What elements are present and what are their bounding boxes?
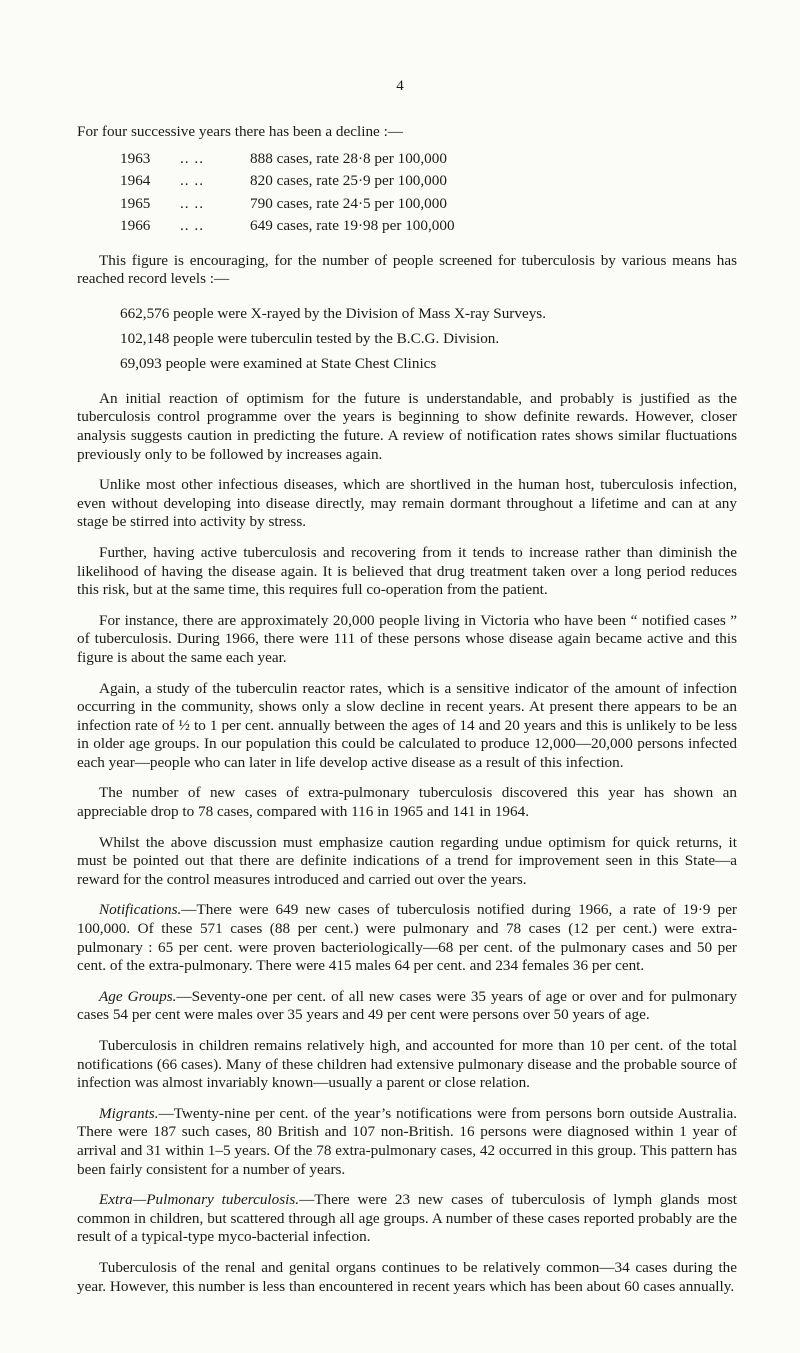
year-row bbox=[120, 170, 737, 193]
notifications-text: —There were 649 new cases of tuberculosis notified during 1966, a rate of 19·9 per 100,000. Of these 571 cases (88 per cent.) were pulmonary and 78 cases (12 per cent.) were extra-pulmonary : 65 per cent. were proven bacteriologically—68 per cent. of the pulmonary cases and 50 per cent. of the extra-pulmonary. There were 415 males 64 per cent. and 234 females 36 per cent. bbox=[77, 901, 737, 975]
children-paragraph: Tuberculosis in children remains relatively high, and accounted for more than 10 per cent. of the total notifications (66 cases). Many of these children had extensive pulmonary disease and the probable source of infection was almost invariably known—usually a parent or close relation. bbox=[77, 1037, 737, 1092]
instance-paragraph: For instance, there are approximately 20,000 people living in Victoria who have been “ notified cases ” of tuberculosis. During 1966, there were 111 of these persons whose disease again became active and this figure is about the same each year. bbox=[77, 611, 737, 666]
leader-dots: .. .. bbox=[180, 149, 204, 167]
encouraging-paragraph: This figure is encouraging, for the number of people screened for tuberculosis by various means has reached record levels :— bbox=[77, 251, 737, 288]
leader-dots: .. .. bbox=[180, 194, 204, 212]
extra-pulmonary-text: —There were 23 new cases of tuberculosis of lymph glands most common in children, but scattered through all age groups. A number of these cases reported probably are the result of a typical-type myco-bacterial infection. bbox=[77, 1191, 737, 1246]
migrants-paragraph bbox=[77, 1105, 737, 1179]
reactor-rates-paragraph: Again, a study of the tuberculin reactor rates, which is a sensitive indicator of the amount of infection occurring in the community, shows only a slow decline in recent years. At present there appears to be an infection rate of ½ to 1 per cent. annually between the ages of 14 and 20 years and this is unlikely to be less in older age groups. In our population this could be calculated to produce 12,000—20,000 persons infected each year—people who can later in life develop active disease as a result of this infection. bbox=[77, 679, 737, 771]
screening-item: 69,093 people were examined at State Chest Clinics bbox=[120, 354, 437, 372]
age-groups-text: —Seventy-one per cent. of all new cases were 35 years of age or over and for pulmonary cases 54 per cent were males over 35 years and 49 per cent were persons over 50 years of age. bbox=[77, 987, 737, 1024]
optimism-paragraph: An initial reaction of optimism for the future is understandable, and probably is justified as the tuberculosis control programme over the years is beginning to show definite rewards. However, closer analysis suggests caution in predicting the future. A review of notification rates shows similar fluctuations previously only to be followed by increases again. bbox=[77, 389, 737, 463]
notifications-heading: Notifications. bbox=[99, 901, 182, 919]
age-groups-paragraph bbox=[77, 988, 737, 1025]
year-cases-rate: 790 cases, rate 24·5 per 100,000 bbox=[250, 194, 447, 212]
year-row bbox=[120, 148, 737, 171]
document-body bbox=[77, 123, 737, 1308]
migrants-text: —Twenty-nine per cent. of the year’s notifications were from persons born outside Australia. There were 187 such cases, 80 British and 107 non-British. 16 persons were diagnosed within 1 year of arrival and 31 within 1–5 years. Of the 78 extra-pulmonary cases, 42 occurred in this group. This pattern has been fairly consistent for a number of years. bbox=[77, 1104, 737, 1178]
intro-paragraph: For four successive years there has been a decline :— bbox=[77, 123, 403, 140]
screening-list bbox=[77, 301, 737, 376]
year-cases-rate: 649 cases, rate 19·98 per 100,000 bbox=[250, 217, 455, 235]
leader-dots: .. .. bbox=[180, 172, 204, 190]
year-cases-rate: 820 cases, rate 25·9 per 100,000 bbox=[250, 172, 447, 190]
extra-pulmonary-heading: Extra—Pulmonary tuberculosis. bbox=[99, 1191, 300, 1209]
notifications-paragraph bbox=[77, 901, 737, 975]
screening-item: 102,148 people were tuberculin tested by the B.C.G. Division. bbox=[120, 329, 500, 347]
renal-paragraph: Tuberculosis of the renal and genital organs continues to be relatively common—34 cases during the year. However, this number is less than encountered in recent years which has been about 60 cases annually. bbox=[77, 1258, 737, 1295]
whilst-paragraph: Whilst the above discussion must emphasize caution regarding undue optimism for quick returns, it must be pointed out that there are definite indications of a trend for improvement seen in this State—a reward for the control measures introduced and carried out over the years. bbox=[77, 833, 737, 888]
further-paragraph: Further, having active tuberculosis and recovering from it tends to increase rather than diminish the likelihood of having the disease again. It is believed that drug treatment taken over a long period reduces this risk, but at the same time, this requires full co-operation from the patient. bbox=[77, 543, 737, 599]
year-label: 1966 bbox=[120, 217, 151, 235]
screening-item: 662,576 people were X-rayed by the Division of Mass X-ray Surveys. bbox=[120, 304, 546, 322]
year-row bbox=[120, 215, 737, 238]
leader-dots: .. .. bbox=[180, 217, 204, 235]
page-number: 4 bbox=[396, 78, 404, 94]
year-row bbox=[120, 193, 737, 216]
age-groups-heading: Age Groups. bbox=[99, 987, 177, 1005]
year-label: 1964 bbox=[120, 172, 151, 190]
unlike-paragraph: Unlike most other infectious diseases, which are shortlived in the human host, tuberculosis infection, even without developing into disease directly, may remain dormant throughout a lifetime and can at any stage be stirred into activity by stress. bbox=[77, 476, 737, 531]
yearly-cases-list bbox=[77, 148, 737, 238]
year-label: 1963 bbox=[120, 149, 151, 167]
extra-pulmonary-paragraph bbox=[77, 1191, 737, 1247]
extra-pulmonary-drop-paragraph: The number of new cases of extra-pulmonary tuberculosis discovered this year has shown an appreciable drop to 78 cases, compared with 116 in 1965 and 141 in 1964. bbox=[77, 784, 737, 821]
migrants-heading: Migrants. bbox=[99, 1104, 159, 1122]
year-cases-rate: 888 cases, rate 28·8 per 100,000 bbox=[250, 149, 447, 167]
year-label: 1965 bbox=[120, 194, 151, 212]
